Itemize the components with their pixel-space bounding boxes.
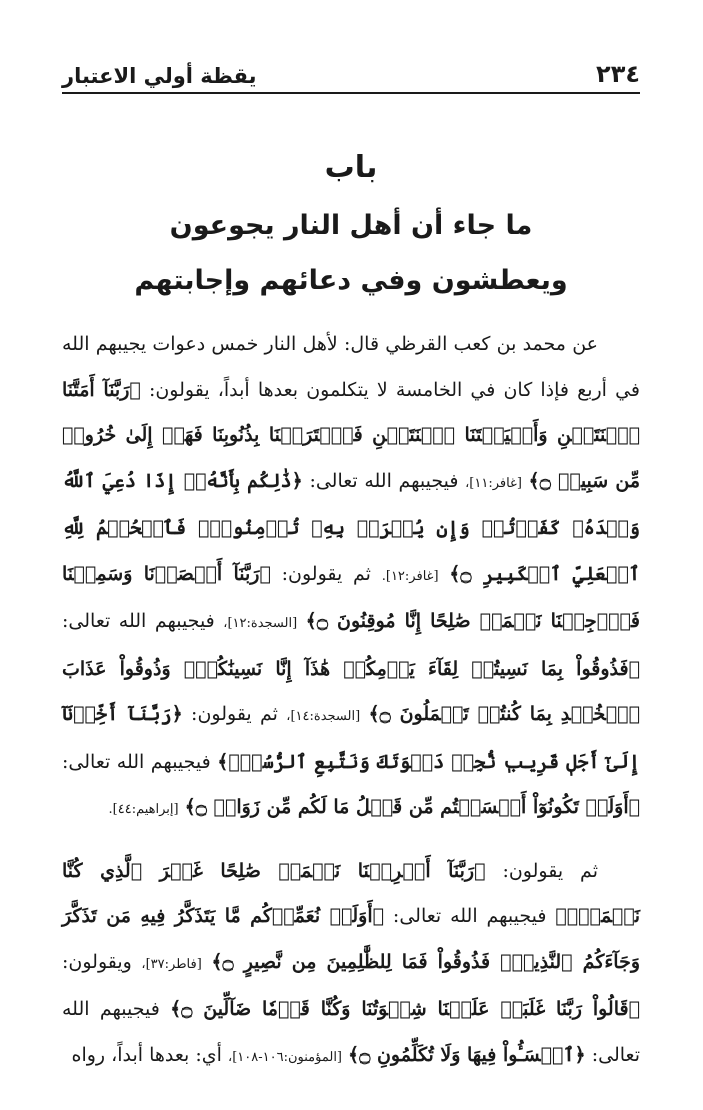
verse-reference: [المؤمنون:١٠٦-١٠٨]،	[228, 1049, 342, 1065]
verse-reference: [السجدة:١٤]،	[286, 709, 361, 724]
narration-text: ثم يقولون:	[502, 859, 598, 882]
quran-verse: ﴿أَوَلَمۡ نُعَمِّرۡكُم مَّا يَتَذَكَّرُ فِيهِ مَن تَذَكَّرَ وَجَآءَكُمُ ٱلنَّذِيرُۖ فَذُوقُواْ فَمَا لِلظَّٰلِمِينَ مِن نَّصِيرٍ ۝﴾	[62, 905, 641, 973]
quran-verse: ﴿رَبَّنَآ أَخۡرِجۡنَا نَعۡمَلۡ صَٰلِحًا غَيۡرَ ٱلَّذِي كُنَّا نَعۡمَلُۚ﴾	[62, 859, 641, 927]
narration-text: فيجيبهم الله تعالى:	[62, 750, 211, 773]
page-header	[62, 54, 640, 94]
paragraph-2	[62, 849, 640, 1081]
quran-verse: ﴿فَذُوقُواْ بِمَا نَسِيتُمۡ لِقَآءَ يَوۡمِكُمۡ هَٰذَآ إِنَّا نَسِينَٰكُمۡۖ وَذُوقُواْ عَذَابَ ٱلۡخُلۡدِ بِمَا كُنتُمۡ تَعۡمَلُونَ ۝﴾	[62, 657, 640, 725]
verse-reference: [السجدة:١٢]،	[223, 616, 298, 631]
narration-text: ثم يقولون:	[281, 562, 371, 585]
quran-verse: ﴿ذَٰلِكُم بِأَنَّهُۥٓ إِذَا دُعِيَ ٱللَّهُ وَحۡدَهُۥ كَفَرۡتُمۡ وَإِن يُشۡرَكۡ بِهِۦ تُؤۡمِنُواْۚ فَٱلۡحُكۡمُ لِلَّهِ ٱلۡعَلِيِّ ٱلۡكَبِيرِ ۝﴾	[62, 469, 640, 585]
narration-text: فيجيبهم الله تعالى:	[309, 469, 459, 492]
paragraph-1	[62, 322, 640, 833]
narration-text: فيجيبهم الله تعالى:	[392, 905, 547, 927]
narration-text: ثم يقولون:	[191, 703, 278, 725]
quran-verse: ﴿رَبَّنَآ أَخِّرۡنَآ إِلَىٰٓ أَجَلٖ قَرِيبٖ نُّجِبۡ دَعۡوَتَكَ وَنَتَّبِعِ ٱلرُّسُلَۗ﴾	[62, 703, 641, 773]
verse-reference: [غافر:١١]،	[465, 475, 522, 491]
narration-text: عن محمد بن كعب القرظي قال: لأهل النار خمس دعوات يجيبهم الله في أربع فإذا كان في الخامسة لا يتكلمون بعدها أبداً، يقولون:	[62, 333, 641, 401]
narration-text: أي: بعدها أبداً، رواه	[71, 1043, 222, 1066]
quran-verse: ﴿ٱخۡسَـُٔواْ فِيهَا وَلَا تُكَلِّمُونِ ۝﴾	[348, 1043, 586, 1066]
book-title: يقظة أولي الاعتبار	[62, 64, 257, 88]
quran-verse: ﴿قَالُواْ رَبَّنَا غَلَبَتۡ عَلَيۡنَا شِقۡوَتُنَا وَكُنَّا قَوۡمٗا ضَآلِّينَ ۝﴾	[170, 998, 640, 1020]
verse-reference: [إبراهيم:٤٤].	[108, 802, 179, 817]
quran-verse: ﴿رَبَّنَآ أَمَتَّنَا ٱثۡنَتَيۡنِ وَأَحۡيَيۡتَنَا ٱثۡنَتَيۡنِ فَٱعۡتَرَفۡنَا بِذُنُوبِنَا فَهَلۡ إِلَىٰ خُرُوجٖ مِّن سَبِيلٖ ۝﴾	[62, 378, 641, 492]
quran-verse: ﴿رَبَّنَآ أَبۡصَرۡنَا وَسَمِعۡنَا فَٱرۡجِعۡنَا نَعۡمَلۡ صَٰلِحًا إِنَّا مُوقِنُونَ ۝﴾	[62, 562, 640, 632]
verse-reference: [فاطر:٣٧]،	[141, 956, 202, 972]
chapter-title-line-1: ما جاء أن أهل النار يجوعون	[169, 210, 533, 241]
body-text	[62, 322, 640, 1080]
chapter-label: باب	[324, 150, 378, 185]
narration-text: فيجيبهم الله تعالى:	[62, 610, 215, 632]
quran-verse: ﴿أَوَلَمۡ تَكُونُوٓاْ أَقۡسَمۡتُم مِّن قَبۡلُ مَا لَكُم مِّن زَوَالٖ ۝﴾	[184, 796, 640, 818]
narration-text: ويقولون:	[62, 950, 132, 973]
page-number: ٢٣٤	[596, 60, 640, 88]
verse-reference: [غافر:١٢].	[381, 568, 439, 584]
chapter-title-line-2: ويعطشون وفي دعائهم وإجابتهم	[134, 265, 568, 296]
narration-text: فيجيبهم الله تعالى:	[62, 998, 640, 1066]
